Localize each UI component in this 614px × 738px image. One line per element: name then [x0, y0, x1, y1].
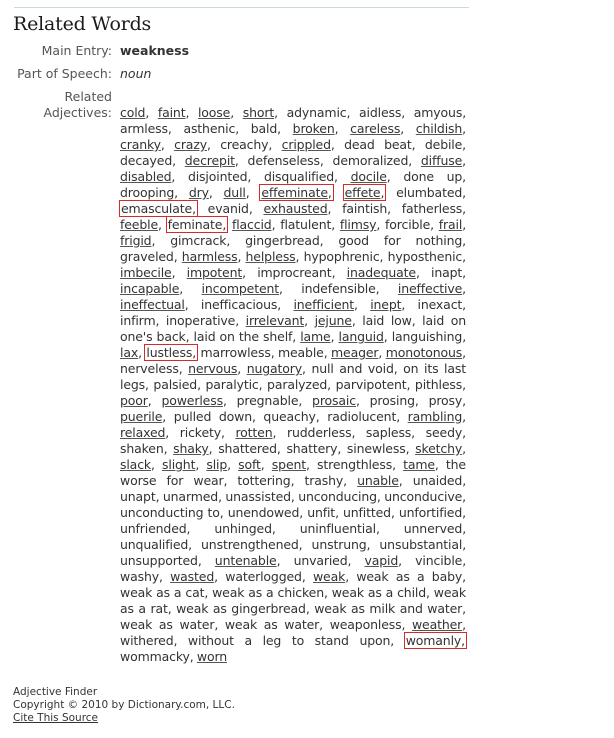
footer	[13, 686, 235, 725]
adjective-item: faintish	[342, 201, 388, 216]
adjective-item: waterlogged	[225, 569, 302, 584]
adjective-item: adynamic	[286, 105, 347, 120]
adjective-item: uninfluential	[299, 521, 376, 536]
adjective-item: strengthless	[317, 457, 393, 472]
adjective-item: unfit	[307, 505, 336, 520]
adjective-item: asthenic	[183, 121, 236, 136]
adjective-item: weak as milk and water	[314, 601, 463, 616]
adjective-item[interactable]: puerile	[120, 409, 163, 424]
adjective-item[interactable]: diffuse	[420, 153, 463, 168]
adjective-item: unstrung	[311, 537, 367, 552]
adjective-item: bald	[250, 121, 278, 136]
adjective-item[interactable]: slip	[206, 457, 228, 472]
adjective-item: the worse for wear	[120, 457, 466, 488]
adjective-item: queachy	[263, 409, 316, 424]
highlighted-adjective: lustless,	[146, 345, 197, 360]
adjective-item: defenseless	[247, 153, 320, 168]
adjective-item: marrowless	[200, 345, 271, 360]
adjective-item[interactable]: frigid	[120, 233, 152, 248]
adjective-item[interactable]: dull	[223, 185, 246, 200]
adjective-item[interactable]: relaxed	[120, 425, 166, 440]
adjective-item: shattered	[218, 441, 277, 456]
adjective-item: unarmed	[162, 489, 219, 504]
adjective-item[interactable]: effete	[344, 185, 381, 200]
adjective-item: laid low	[362, 313, 412, 328]
adjective-item: vincible	[415, 553, 463, 568]
adjective-item: null and void	[311, 361, 394, 376]
adjective-item: inoperative	[165, 313, 236, 328]
adjective-item[interactable]: feeble	[120, 217, 158, 232]
adjective-item[interactable]: meager	[331, 345, 379, 360]
adjective-item[interactable]: weak	[312, 569, 346, 584]
adjective-item[interactable]: incapable	[120, 281, 180, 296]
adjective-item: fatherless	[401, 201, 463, 216]
adjective-item: paralyzed	[267, 377, 328, 392]
adjective-item: wommacky	[120, 649, 190, 664]
adjective-item[interactable]: ineffectual	[120, 297, 185, 312]
adjective-item: unaided	[412, 473, 463, 488]
adjective-item: unqualified	[120, 537, 189, 552]
adjective-item: unfitted	[342, 505, 391, 520]
adjective-item[interactable]: harmless	[181, 249, 238, 264]
adjective-item[interactable]: crippled	[281, 137, 331, 152]
adjective-item[interactable]: monotonous	[385, 345, 463, 360]
adjective-item: feminate	[167, 217, 223, 232]
adjective-item[interactable]: rotten	[235, 425, 273, 440]
highlighted-adjective: womanly,	[405, 633, 465, 648]
adjective-item: gimcrack	[170, 233, 227, 248]
adjective-item: decayed	[120, 153, 173, 168]
adjective-item: meable	[277, 345, 324, 360]
adjective-item[interactable]: impotent	[186, 265, 243, 280]
adjective-item: graveled	[120, 249, 174, 264]
adjective-item: amyous	[413, 105, 463, 120]
adjective-item: unconducting to	[120, 505, 220, 520]
adjective-item: infirm	[120, 313, 156, 328]
adjective-item: creachy	[220, 137, 269, 152]
highlighted-adjective: effeminate,	[261, 185, 332, 200]
adjective-item: rudderless	[286, 425, 352, 440]
adjective-item[interactable]: short	[242, 105, 275, 120]
adjective-item[interactable]: effeminate	[261, 185, 328, 200]
main-entry-label: Main Entry:	[41, 43, 112, 58]
adjective-item: radiolucent	[327, 409, 397, 424]
adjective-item[interactable]: jejune	[314, 313, 352, 328]
adjective-item: hyposthenic	[387, 249, 463, 264]
adjective-item[interactable]: slack	[120, 457, 152, 472]
adjective-item: unfriended	[120, 521, 187, 536]
adjective-item[interactable]: untenable	[214, 553, 277, 568]
adjective-item[interactable]: prosaic	[312, 393, 356, 408]
cite-this-source-link[interactable]: Cite This Source	[13, 712, 99, 724]
top-divider	[14, 7, 469, 8]
adjective-item: emasculate	[121, 201, 193, 216]
adjective-item[interactable]: rambling	[407, 409, 463, 424]
adjective-item: pithless	[414, 377, 463, 392]
adjective-item[interactable]: irrelevant	[245, 313, 305, 328]
related-adjectives-label	[0, 89, 112, 121]
adjective-item: unsubstantial	[379, 537, 463, 552]
adjective-item: lustless	[146, 345, 193, 360]
adjective-item: demoralized	[332, 153, 409, 168]
adjective-item[interactable]: sketchy	[415, 441, 463, 456]
adjective-item: inexact	[417, 297, 463, 312]
adjective-item: unassisted	[225, 489, 291, 504]
adjective-item: shaken	[120, 441, 164, 456]
adjective-item[interactable]: disabled	[120, 169, 172, 184]
adjective-item: elumbated	[396, 185, 463, 200]
adjective-item[interactable]: poor	[120, 393, 148, 408]
adjective-item[interactable]: loose	[197, 105, 231, 120]
adjective-item: gingerbread	[245, 233, 320, 248]
adjective-item: on its last legs	[120, 361, 466, 392]
adjective-item: washy	[120, 569, 159, 584]
adjective-item: weak as a baby	[356, 569, 463, 584]
adjective-item[interactable]: crazy	[174, 137, 207, 152]
adjective-item: done up	[403, 169, 463, 184]
adjective-item[interactable]: flimsy	[339, 217, 377, 232]
highlighted-adjective: feminate,	[167, 217, 227, 232]
part-of-speech-value: noun	[120, 66, 152, 81]
adjective-item: without a leg to stand upon	[187, 633, 391, 648]
adjective-item: laid on one's back	[120, 313, 466, 344]
adjective-item[interactable]: flaccid	[231, 217, 272, 232]
adjective-item: weak as a child	[331, 585, 427, 600]
adjective-item: unstrengthened	[201, 537, 299, 552]
adjective-item: prosy	[428, 393, 463, 408]
adjective-item: palsied	[153, 377, 198, 392]
adjective-item[interactable]: vapid	[364, 553, 399, 568]
adjective-item: unnerved	[403, 521, 463, 536]
adjective-item[interactable]: cranky	[120, 137, 161, 152]
adjective-item[interactable]: nervous	[188, 361, 238, 376]
adjective-item: tottering	[237, 473, 291, 488]
adjective-item: weak as a rat	[120, 585, 466, 616]
highlighted-adjective: effete,	[344, 185, 385, 200]
adjective-item[interactable]: inefficient	[293, 297, 355, 312]
adjective-item: unhinged	[214, 521, 272, 536]
adjective-item: debile	[424, 137, 463, 152]
adjective-item: languishing	[391, 329, 463, 344]
adjective-item[interactable]: tame	[403, 457, 435, 472]
footer-copyright: Copyright © 2010 by Dictionary.com, LLC.	[13, 699, 235, 711]
adjective-item[interactable]: frail	[438, 217, 463, 232]
adjective-item: drooping	[120, 185, 175, 200]
related-adjectives-label-line2: Adjectives:	[43, 105, 112, 120]
adjective-item: good for nothing	[338, 233, 463, 248]
adjective-item[interactable]: imbecile	[120, 265, 172, 280]
adjective-item[interactable]: helpless	[245, 249, 296, 264]
adjective-item[interactable]: weather	[411, 617, 463, 632]
adjective-item: sapless	[365, 425, 412, 440]
adjective-item: forcible	[385, 217, 431, 232]
adjective-item: inapt	[431, 265, 463, 280]
adjective-item: pulled down	[173, 409, 252, 424]
adjective-item[interactable]: exhausted	[263, 201, 328, 216]
adjective-item[interactable]: lax	[120, 345, 139, 360]
adjective-item: unconducive	[384, 489, 463, 504]
adjective-item: sinewless	[346, 441, 406, 456]
adjective-item[interactable]: shaky	[173, 441, 209, 456]
adjective-list: cold, faint, loose, short, adynamic, aidless, amyous, armless, asthenic, bald, broken, careless, childish, cranky, crazy, creachy, crippled, dead beat, debile, decayed, decrepit, defenseless, demoralized, diffuse, disabled, disjointed, disqualified, docile, done up, drooping, dry, dull, effeminate, effete, elumbated, emasculate, evanid, exhausted, faintish, fatherless, feeble, feminate, flaccid, flatulent, flimsy, forcible, frail, frigid, gimcrack, gingerbread, good for nothing, graveled, harmless, helpless, hypophrenic, hyposthenic, imbecile, impotent, improcreant, inadequate, inapt, incapable, incompetent, indefensible, ineffective, ineffectual, inefficacious, inefficient, inept, inexact, infirm, inoperative, irrelevant, jejune, laid low, laid on one's back, laid on the shelf, lame, languid, languishing, lax, lustless, marrowless, meable, meager, monotonous, nerveless, nervous, nugatory, null and void, on its last legs, palsied, paralytic, paralyzed, parvipotent, pithless, poor, powerless, pregnable, prosaic, prosing, prosy, puerile, pulled down, queachy, radiolucent, rambling, relaxed, rickety, rotten, rudderless, sapless, seedy, shaken, shaky, shattered, shattery, sinewless, sketchy, slack, slight, slip, soft, spent, strengthless, tame, the worse for wear, tottering, trashy, unable, unaided, unapt, unarmed, unassisted, unconducing, unconducive, unconducting to, unendowed, unfit, unfitted, unfortified, unfriended, unhinged, uninfluential, unnerved, unqualified, unstrengthened, unstrung, unsubstantial, unsupported, untenable, unvaried, vapid, vincible, washy, wasted, waterlogged, weak, weak as a baby, weak as a cat, weak as a chicken, weak as a child, weak as a rat, weak as gingerbread, weak as milk and water, weak as water, weak as water, weaponless, weather, withered, without a leg to stand upon, womanly, wommacky, worn	[120, 105, 467, 664]
adjective-item: paralytic	[205, 377, 259, 392]
adjective-item: unfortified	[398, 505, 463, 520]
adjective-item[interactable]: slight	[162, 457, 196, 472]
adjective-item: withered	[120, 633, 174, 648]
adjective-item[interactable]: nugatory	[246, 361, 303, 376]
adjective-item[interactable]: decrepit	[184, 153, 235, 168]
adjective-item: inefficacious	[200, 297, 278, 312]
adjective-item[interactable]: incompetent	[201, 281, 280, 296]
adjective-item[interactable]: worn	[196, 649, 228, 664]
adjective-item[interactable]: lame	[300, 329, 331, 344]
adjective-item: disqualified	[263, 169, 335, 184]
highlighted-adjective: emasculate,	[121, 201, 196, 216]
adjective-item[interactable]: inadequate	[346, 265, 416, 280]
adjective-item: trashy	[304, 473, 344, 488]
adjective-item: hypophrenic	[303, 249, 380, 264]
adjective-item: weaponless	[329, 617, 402, 632]
part-of-speech-label: Part of Speech:	[17, 66, 112, 81]
adjective-item: seedy	[425, 425, 463, 440]
adjective-item: unsupported	[120, 553, 198, 568]
adjective-item: flatulent	[280, 217, 332, 232]
related-adjectives-label-line1: Related	[64, 89, 112, 104]
adjective-item[interactable]: docile	[350, 169, 387, 184]
adjective-item: weak as water	[224, 617, 320, 632]
adjective-item: indefensible	[301, 281, 376, 296]
adjective-item: disjointed	[187, 169, 248, 184]
adjective-item[interactable]: broken	[292, 121, 335, 136]
adjective-item[interactable]: languid	[338, 329, 384, 344]
section-title: Related Words	[13, 13, 152, 35]
adjective-item: parvipotent	[335, 377, 407, 392]
main-entry-value: weakness	[120, 43, 190, 58]
adjective-item: rickety	[179, 425, 221, 440]
adjective-item: dead beat	[344, 137, 412, 152]
adjective-item: womanly	[405, 633, 462, 648]
adjective-item: unconducing	[298, 489, 377, 504]
adjective-item[interactable]: careless	[350, 121, 401, 136]
adjective-item: aidless	[359, 105, 402, 120]
adjective-item: unvaried	[293, 553, 348, 568]
adjective-item: weak as a chicken	[212, 585, 324, 600]
adjective-item[interactable]: faint	[157, 105, 186, 120]
adjective-item[interactable]: spent	[271, 457, 307, 472]
adjective-item[interactable]: inept	[370, 297, 402, 312]
adjective-item: pregnable	[236, 393, 299, 408]
adjective-item: evanid	[207, 201, 249, 216]
adjective-item: weak as a cat	[120, 585, 205, 600]
adjective-item: shattery	[286, 441, 338, 456]
adjective-item: nerveless	[120, 361, 179, 376]
adjective-item: weak as water	[120, 617, 215, 632]
adjective-item[interactable]: powerless	[161, 393, 223, 408]
adjective-item: armless	[120, 121, 168, 136]
adjective-item: unendowed	[227, 505, 300, 520]
adjective-item[interactable]: unable	[357, 473, 399, 488]
adjective-item[interactable]: childish	[415, 121, 463, 136]
adjective-item: improcreant	[257, 265, 332, 280]
adjective-item: weak as gingerbread	[176, 601, 306, 616]
adjective-item[interactable]: soft	[238, 457, 261, 472]
adjective-item[interactable]: wasted	[170, 569, 215, 584]
adjective-item[interactable]: cold	[120, 105, 146, 120]
adjective-item[interactable]: ineffective	[397, 281, 463, 296]
adjective-item: laid on the shelf	[193, 329, 293, 344]
footer-source-name: Adjective Finder	[13, 686, 98, 698]
adjective-item: unapt	[120, 489, 156, 504]
adjective-item: prosing	[369, 393, 415, 408]
adjective-item[interactable]: dry	[188, 185, 209, 200]
